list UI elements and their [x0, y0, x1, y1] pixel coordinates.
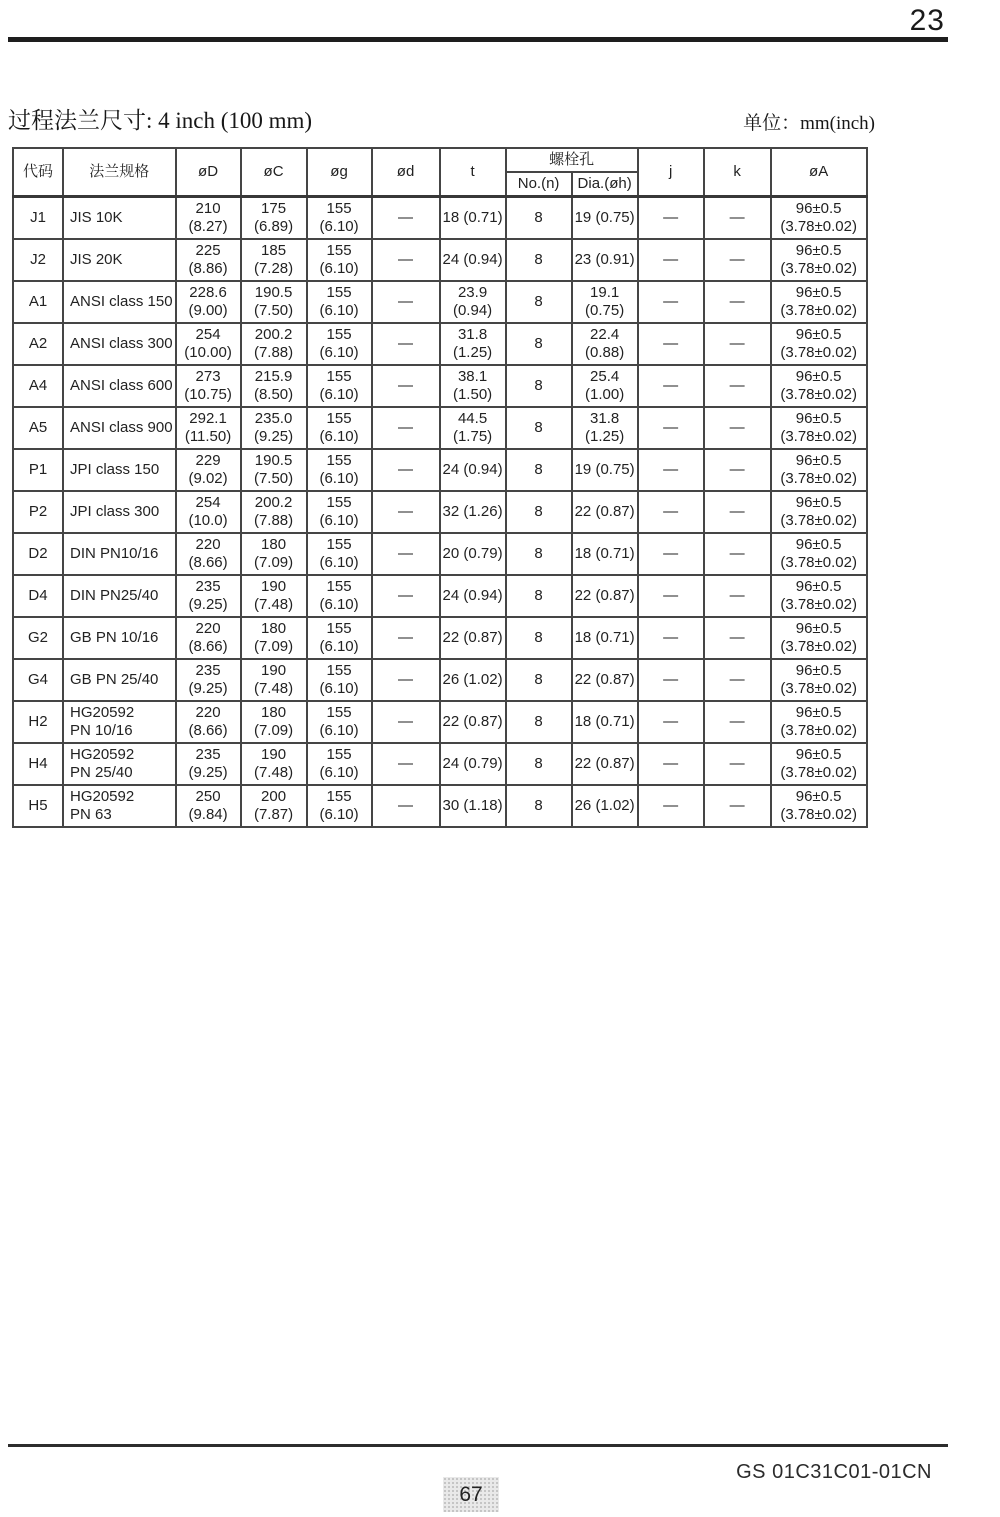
- cell-n: 8: [506, 281, 572, 323]
- cell-k: —: [704, 449, 771, 491]
- cell-code: D4: [13, 575, 63, 617]
- cell-g: 155 (6.10): [307, 659, 372, 701]
- cell-k: —: [704, 491, 771, 533]
- flange-dimension-table: [12, 147, 868, 828]
- cell-dd: —: [372, 743, 440, 785]
- cell-d: 225 (8.86): [176, 239, 241, 281]
- cell-n: 8: [506, 785, 572, 827]
- cell-d: 210 (8.27): [176, 197, 241, 240]
- cell-d: 254 (10.0): [176, 491, 241, 533]
- cell-t: 22 (0.87): [440, 617, 506, 659]
- cell-spec: JIS 20K: [63, 239, 176, 281]
- cell-t: 18 (0.71): [440, 197, 506, 240]
- cell-a: 96±0.5 (3.78±0.02): [771, 239, 867, 281]
- cell-t: 31.8 (1.25): [440, 323, 506, 365]
- cell-dd: —: [372, 239, 440, 281]
- cell-c: 215.9 (8.50): [241, 365, 307, 407]
- header-bolt-holes: 螺栓孔: [506, 148, 638, 172]
- cell-j: —: [638, 785, 704, 827]
- cell-spec: DIN PN10/16: [63, 533, 176, 575]
- cell-n: 8: [506, 701, 572, 743]
- cell-a: 96±0.5 (3.78±0.02): [771, 449, 867, 491]
- cell-t: 44.5 (1.75): [440, 407, 506, 449]
- page-title: 过程法兰尺寸: 4 inch (100 mm): [8, 108, 313, 133]
- cell-dd: —: [372, 701, 440, 743]
- table-row: [13, 407, 867, 449]
- cell-c: 185 (7.28): [241, 239, 307, 281]
- header-oc: øC: [241, 148, 307, 197]
- cell-t: 26 (1.02): [440, 659, 506, 701]
- cell-n: 8: [506, 197, 572, 240]
- cell-j: —: [638, 365, 704, 407]
- table-body: [13, 197, 867, 828]
- cell-j: —: [638, 491, 704, 533]
- cell-d: 235 (9.25): [176, 659, 241, 701]
- cell-j: —: [638, 449, 704, 491]
- cell-d: 220 (8.66): [176, 617, 241, 659]
- cell-dia: 18 (0.71): [572, 701, 638, 743]
- cell-n: 8: [506, 617, 572, 659]
- table-row: [13, 533, 867, 575]
- cell-t: 24 (0.94): [440, 449, 506, 491]
- cell-code: H2: [13, 701, 63, 743]
- cell-dd: —: [372, 449, 440, 491]
- cell-k: —: [704, 785, 771, 827]
- cell-t: 24 (0.94): [440, 575, 506, 617]
- document-code: GS 01C31C01-01CN: [736, 1461, 932, 1483]
- cell-t: 22 (0.87): [440, 701, 506, 743]
- cell-j: —: [638, 239, 704, 281]
- cell-g: 155 (6.10): [307, 281, 372, 323]
- table-row: [13, 323, 867, 365]
- cell-k: —: [704, 239, 771, 281]
- footer-page-number: 67: [443, 1477, 499, 1512]
- cell-c: 180 (7.09): [241, 617, 307, 659]
- cell-n: 8: [506, 365, 572, 407]
- table-row: [13, 491, 867, 533]
- cell-spec: JPI class 300: [63, 491, 176, 533]
- cell-code: H5: [13, 785, 63, 827]
- cell-g: 155 (6.10): [307, 407, 372, 449]
- cell-k: —: [704, 365, 771, 407]
- cell-n: 8: [506, 491, 572, 533]
- cell-d: 220 (8.66): [176, 533, 241, 575]
- cell-code: A1: [13, 281, 63, 323]
- table-row: [13, 617, 867, 659]
- cell-g: 155 (6.10): [307, 785, 372, 827]
- cell-a: 96±0.5 (3.78±0.02): [771, 281, 867, 323]
- cell-j: —: [638, 743, 704, 785]
- cell-dia: 19 (0.75): [572, 449, 638, 491]
- header-t: t: [440, 148, 506, 197]
- cell-k: —: [704, 575, 771, 617]
- cell-t: 30 (1.18): [440, 785, 506, 827]
- cell-d: 254 (10.00): [176, 323, 241, 365]
- cell-dd: —: [372, 197, 440, 240]
- table-row: [13, 659, 867, 701]
- cell-spec: ANSI class 900: [63, 407, 176, 449]
- cell-dia: 22.4 (0.88): [572, 323, 638, 365]
- cell-c: 190 (7.48): [241, 659, 307, 701]
- cell-dd: —: [372, 365, 440, 407]
- cell-k: —: [704, 323, 771, 365]
- cell-a: 96±0.5 (3.78±0.02): [771, 659, 867, 701]
- cell-code: P2: [13, 491, 63, 533]
- header-bolt-count: No.(n): [506, 172, 572, 197]
- cell-dd: —: [372, 491, 440, 533]
- cell-spec: GB PN 10/16: [63, 617, 176, 659]
- cell-code: A4: [13, 365, 63, 407]
- cell-g: 155 (6.10): [307, 533, 372, 575]
- cell-code: G4: [13, 659, 63, 701]
- cell-c: 200.2 (7.88): [241, 491, 307, 533]
- cell-spec: ANSI class 150: [63, 281, 176, 323]
- cell-d: 292.1 (11.50): [176, 407, 241, 449]
- header-bolt-dia: Dia.(øh): [572, 172, 638, 197]
- cell-j: —: [638, 281, 704, 323]
- cell-n: 8: [506, 239, 572, 281]
- cell-dd: —: [372, 281, 440, 323]
- cell-g: 155 (6.10): [307, 449, 372, 491]
- cell-dia: 22 (0.87): [572, 659, 638, 701]
- cell-dia: 22 (0.87): [572, 743, 638, 785]
- header-k: k: [704, 148, 771, 197]
- cell-g: 155 (6.10): [307, 701, 372, 743]
- cell-spec: DIN PN25/40: [63, 575, 176, 617]
- cell-n: 8: [506, 743, 572, 785]
- cell-spec: GB PN 25/40: [63, 659, 176, 701]
- cell-n: 8: [506, 533, 572, 575]
- top-rule: [8, 37, 948, 42]
- cell-a: 96±0.5 (3.78±0.02): [771, 743, 867, 785]
- table-row: [13, 449, 867, 491]
- cell-spec: HG20592 PN 10/16: [63, 701, 176, 743]
- cell-d: 273 (10.75): [176, 365, 241, 407]
- cell-dia: 19 (0.75): [572, 197, 638, 240]
- bottom-rule: [8, 1444, 948, 1447]
- cell-dd: —: [372, 659, 440, 701]
- cell-g: 155 (6.10): [307, 323, 372, 365]
- page-number: 23: [909, 4, 945, 37]
- cell-code: G2: [13, 617, 63, 659]
- cell-dia: 22 (0.87): [572, 575, 638, 617]
- table-row: [13, 575, 867, 617]
- cell-t: 32 (1.26): [440, 491, 506, 533]
- cell-a: 96±0.5 (3.78±0.02): [771, 197, 867, 240]
- table-row: [13, 365, 867, 407]
- cell-c: 190.5 (7.50): [241, 449, 307, 491]
- cell-g: 155 (6.10): [307, 617, 372, 659]
- cell-code: H4: [13, 743, 63, 785]
- unit-label: 单位：mm(inch): [743, 113, 875, 134]
- cell-code: D2: [13, 533, 63, 575]
- table-row: [13, 281, 867, 323]
- header-oa: øA: [771, 148, 867, 197]
- cell-dd: —: [372, 785, 440, 827]
- table-header: [13, 148, 867, 197]
- cell-k: —: [704, 533, 771, 575]
- cell-n: 8: [506, 449, 572, 491]
- cell-g: 155 (6.10): [307, 743, 372, 785]
- cell-code: J2: [13, 239, 63, 281]
- cell-j: —: [638, 407, 704, 449]
- cell-j: —: [638, 323, 704, 365]
- cell-dia: 26 (1.02): [572, 785, 638, 827]
- cell-c: 180 (7.09): [241, 533, 307, 575]
- cell-n: 8: [506, 407, 572, 449]
- cell-a: 96±0.5 (3.78±0.02): [771, 323, 867, 365]
- cell-g: 155 (6.10): [307, 197, 372, 240]
- cell-j: —: [638, 533, 704, 575]
- header-od-small: ød: [372, 148, 440, 197]
- cell-n: 8: [506, 323, 572, 365]
- header-od: øD: [176, 148, 241, 197]
- table-row: [13, 197, 867, 240]
- cell-spec: JPI class 150: [63, 449, 176, 491]
- cell-spec: HG20592 PN 25/40: [63, 743, 176, 785]
- cell-a: 96±0.5 (3.78±0.02): [771, 407, 867, 449]
- cell-t: 23.9 (0.94): [440, 281, 506, 323]
- cell-j: —: [638, 617, 704, 659]
- cell-spec: ANSI class 300: [63, 323, 176, 365]
- table-row: [13, 743, 867, 785]
- header-og: øg: [307, 148, 372, 197]
- header-spec: 法兰规格: [63, 148, 176, 197]
- cell-a: 96±0.5 (3.78±0.02): [771, 533, 867, 575]
- cell-dd: —: [372, 323, 440, 365]
- cell-j: —: [638, 659, 704, 701]
- cell-a: 96±0.5 (3.78±0.02): [771, 575, 867, 617]
- cell-t: 24 (0.79): [440, 743, 506, 785]
- header-j: j: [638, 148, 704, 197]
- cell-code: A2: [13, 323, 63, 365]
- cell-j: —: [638, 575, 704, 617]
- table-row: [13, 785, 867, 827]
- cell-a: 96±0.5 (3.78±0.02): [771, 701, 867, 743]
- cell-code: P1: [13, 449, 63, 491]
- cell-t: 24 (0.94): [440, 239, 506, 281]
- cell-a: 96±0.5 (3.78±0.02): [771, 365, 867, 407]
- cell-c: 200.2 (7.88): [241, 323, 307, 365]
- cell-k: —: [704, 617, 771, 659]
- cell-dd: —: [372, 617, 440, 659]
- cell-dia: 18 (0.71): [572, 533, 638, 575]
- cell-dia: 19.1 (0.75): [572, 281, 638, 323]
- cell-dia: 23 (0.91): [572, 239, 638, 281]
- cell-dd: —: [372, 533, 440, 575]
- cell-a: 96±0.5 (3.78±0.02): [771, 785, 867, 827]
- cell-dd: —: [372, 407, 440, 449]
- cell-dia: 18 (0.71): [572, 617, 638, 659]
- cell-n: 8: [506, 659, 572, 701]
- cell-c: 200 (7.87): [241, 785, 307, 827]
- cell-k: —: [704, 659, 771, 701]
- header-code: 代码: [13, 148, 63, 197]
- cell-dd: —: [372, 575, 440, 617]
- cell-a: 96±0.5 (3.78±0.02): [771, 617, 867, 659]
- cell-spec: HG20592 PN 63: [63, 785, 176, 827]
- cell-dia: 22 (0.87): [572, 491, 638, 533]
- cell-g: 155 (6.10): [307, 239, 372, 281]
- cell-c: 190.5 (7.50): [241, 281, 307, 323]
- cell-d: 229 (9.02): [176, 449, 241, 491]
- table-row: [13, 239, 867, 281]
- cell-dia: 31.8 (1.25): [572, 407, 638, 449]
- cell-k: —: [704, 407, 771, 449]
- cell-c: 190 (7.48): [241, 743, 307, 785]
- cell-c: 235.0 (9.25): [241, 407, 307, 449]
- cell-k: —: [704, 197, 771, 240]
- cell-c: 190 (7.48): [241, 575, 307, 617]
- cell-g: 155 (6.10): [307, 575, 372, 617]
- cell-c: 175 (6.89): [241, 197, 307, 240]
- cell-n: 8: [506, 575, 572, 617]
- cell-dia: 25.4 (1.00): [572, 365, 638, 407]
- cell-d: 235 (9.25): [176, 743, 241, 785]
- cell-j: —: [638, 197, 704, 240]
- cell-t: 38.1 (1.50): [440, 365, 506, 407]
- cell-j: —: [638, 701, 704, 743]
- cell-spec: ANSI class 600: [63, 365, 176, 407]
- cell-t: 20 (0.79): [440, 533, 506, 575]
- cell-k: —: [704, 281, 771, 323]
- cell-d: 228.6 (9.00): [176, 281, 241, 323]
- cell-k: —: [704, 701, 771, 743]
- cell-spec: JIS 10K: [63, 197, 176, 240]
- cell-code: J1: [13, 197, 63, 240]
- cell-code: A5: [13, 407, 63, 449]
- cell-a: 96±0.5 (3.78±0.02): [771, 491, 867, 533]
- cell-d: 220 (8.66): [176, 701, 241, 743]
- cell-d: 250 (9.84): [176, 785, 241, 827]
- cell-g: 155 (6.10): [307, 491, 372, 533]
- table-row: [13, 701, 867, 743]
- cell-c: 180 (7.09): [241, 701, 307, 743]
- cell-k: —: [704, 743, 771, 785]
- cell-d: 235 (9.25): [176, 575, 241, 617]
- cell-g: 155 (6.10): [307, 365, 372, 407]
